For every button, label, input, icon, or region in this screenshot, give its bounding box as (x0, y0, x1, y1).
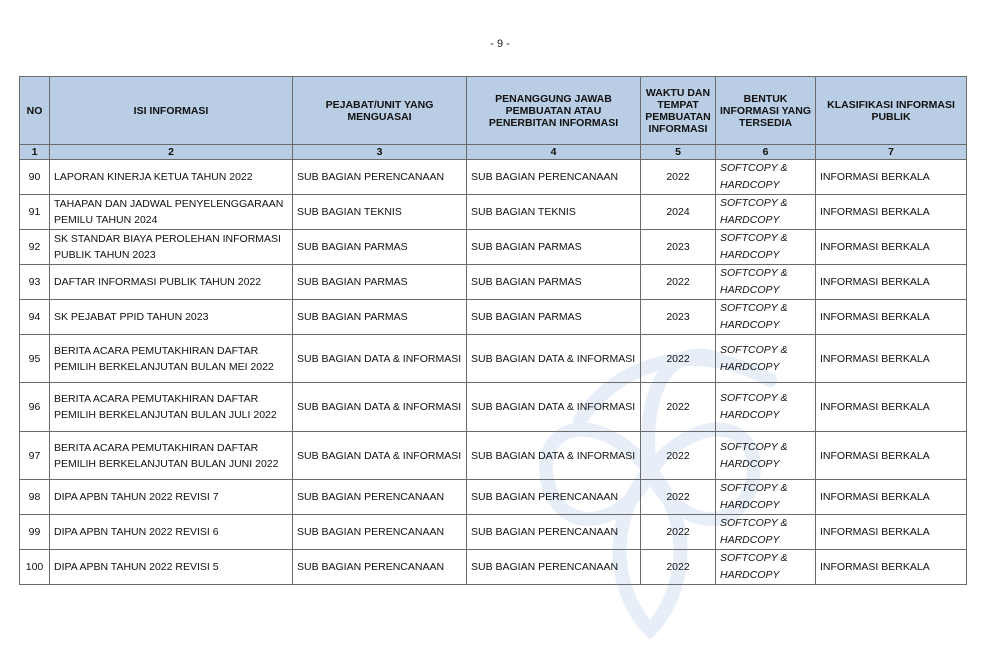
table-row (20, 383, 967, 432)
cell-isi-informasi: DIPA APBN TAHUN 2022 REVISI 7 (50, 480, 293, 515)
cell-bentuk-informasi (716, 265, 816, 300)
cell-klasifikasi: INFORMASI BERKALA (816, 335, 967, 383)
table-row (20, 230, 967, 265)
cell-bentuk-informasi (716, 230, 816, 265)
cell-tahun: 2022 (641, 515, 716, 550)
cell-isi-informasi: BERITA ACARA PEMUTAKHIRAN DAFTAR PEMILIH BERKELANJUTAN BULAN MEI 2022 (50, 335, 293, 383)
cell-pejabat-unit: SUB BAGIAN DATA & INFORMASI (293, 335, 467, 383)
page-number: - 9 - (490, 38, 510, 50)
cell-tahun: 2022 (641, 480, 716, 515)
cell-isi-informasi: LAPORAN KINERJA KETUA TAHUN 2022 (50, 160, 293, 195)
cell-klasifikasi: INFORMASI BERKALA (816, 550, 967, 585)
header-penanggung-jawab: PENANGGUNG JAWAB PEMBUATAN ATAU PENERBITAN INFORMASI (467, 77, 641, 145)
header-row (20, 77, 967, 145)
cell-isi-informasi: DIPA APBN TAHUN 2022 REVISI 5 (50, 550, 293, 585)
cell-tahun: 2022 (641, 265, 716, 300)
column-number-row (20, 145, 967, 160)
cell-klasifikasi: INFORMASI BERKALA (816, 383, 967, 432)
column-number: 4 (467, 145, 641, 160)
form-softcopy: SOFTCOPY & (720, 552, 788, 564)
form-softcopy: SOFTCOPY & (720, 232, 788, 244)
cell-penanggung-jawab: SUB BAGIAN PERENCANAAN (467, 515, 641, 550)
form-hardcopy: HARDCOPY (720, 569, 780, 581)
cell-penanggung-jawab: SUB BAGIAN PERENCANAAN (467, 160, 641, 195)
cell-tahun: 2022 (641, 550, 716, 585)
cell-penanggung-jawab: SUB BAGIAN PERENCANAAN (467, 550, 641, 585)
cell-isi-informasi: BERITA ACARA PEMUTAKHIRAN DAFTAR PEMILIH BERKELANJUTAN BULAN JULI 2022 (50, 383, 293, 432)
cell-isi-informasi: DIPA APBN TAHUN 2022 REVISI 6 (50, 515, 293, 550)
cell-klasifikasi: INFORMASI BERKALA (816, 195, 967, 230)
cell-penanggung-jawab: SUB BAGIAN DATA & INFORMASI (467, 335, 641, 383)
cell-tahun: 2022 (641, 160, 716, 195)
column-number: 1 (20, 145, 50, 160)
cell-pejabat-unit: SUB BAGIAN DATA & INFORMASI (293, 383, 467, 432)
cell-bentuk-informasi (716, 335, 816, 383)
form-hardcopy: HARDCOPY (720, 249, 780, 261)
table-row (20, 515, 967, 550)
cell-pejabat-unit: SUB BAGIAN PERENCANAAN (293, 515, 467, 550)
cell-pejabat-unit: SUB BAGIAN PARMAS (293, 230, 467, 265)
form-softcopy: SOFTCOPY & (720, 302, 788, 314)
form-hardcopy: HARDCOPY (720, 457, 780, 470)
header-pejabat-unit: PEJABAT/UNIT YANG MENGUASAI (293, 77, 467, 145)
header-waktu-tempat: WAKTU DAN TEMPAT PEMBUATAN INFORMASI (641, 77, 716, 145)
cell-bentuk-informasi (716, 432, 816, 480)
cell-penanggung-jawab: SUB BAGIAN PERENCANAAN (467, 480, 641, 515)
header-no: NO (20, 77, 50, 145)
cell-bentuk-informasi (716, 160, 816, 195)
cell-bentuk-informasi (716, 300, 816, 335)
cell-pejabat-unit: SUB BAGIAN PERENCANAAN (293, 480, 467, 515)
cell-klasifikasi: INFORMASI BERKALA (816, 230, 967, 265)
cell-no: 92 (20, 230, 50, 265)
cell-no: 95 (20, 335, 50, 383)
form-softcopy: SOFTCOPY & (720, 517, 788, 529)
cell-no: 94 (20, 300, 50, 335)
cell-no: 93 (20, 265, 50, 300)
form-hardcopy: HARDCOPY (720, 360, 780, 373)
form-softcopy: SOFTCOPY & (720, 197, 788, 209)
cell-tahun: 2023 (641, 300, 716, 335)
cell-bentuk-informasi (716, 480, 816, 515)
cell-isi-informasi: SK PEJABAT PPID TAHUN 2023 (50, 300, 293, 335)
cell-no: 97 (20, 432, 50, 480)
cell-penanggung-jawab: SUB BAGIAN TEKNIS (467, 195, 641, 230)
cell-pejabat-unit: SUB BAGIAN PERENCANAAN (293, 160, 467, 195)
cell-penanggung-jawab: SUB BAGIAN DATA & INFORMASI (467, 432, 641, 480)
cell-klasifikasi: INFORMASI BERKALA (816, 480, 967, 515)
cell-penanggung-jawab: SUB BAGIAN PARMAS (467, 265, 641, 300)
cell-klasifikasi: INFORMASI BERKALA (816, 265, 967, 300)
cell-pejabat-unit: SUB BAGIAN TEKNIS (293, 195, 467, 230)
cell-pejabat-unit: SUB BAGIAN PARMAS (293, 265, 467, 300)
table-row (20, 550, 967, 585)
form-hardcopy: HARDCOPY (720, 534, 780, 546)
cell-klasifikasi: INFORMASI BERKALA (816, 515, 967, 550)
form-hardcopy: HARDCOPY (720, 499, 780, 511)
form-hardcopy: HARDCOPY (720, 179, 780, 191)
cell-tahun: 2024 (641, 195, 716, 230)
form-softcopy: SOFTCOPY & (720, 162, 788, 174)
form-hardcopy: HARDCOPY (720, 319, 780, 331)
cell-pejabat-unit: SUB BAGIAN PARMAS (293, 300, 467, 335)
cell-klasifikasi: INFORMASI BERKALA (816, 432, 967, 480)
cell-no: 99 (20, 515, 50, 550)
cell-bentuk-informasi (716, 550, 816, 585)
header-klasifikasi: KLASIFIKASI INFORMASI PUBLIK (816, 77, 967, 145)
header-bentuk-informasi: BENTUK INFORMASI YANG TERSEDIA (716, 77, 816, 145)
form-hardcopy: HARDCOPY (720, 409, 780, 421)
cell-bentuk-informasi (716, 195, 816, 230)
cell-pejabat-unit: SUB BAGIAN DATA & INFORMASI (293, 432, 467, 480)
form-softcopy: SOFTCOPY & (720, 482, 788, 494)
cell-no: 90 (20, 160, 50, 195)
cell-tahun: 2022 (641, 432, 716, 480)
form-softcopy: SOFTCOPY & (720, 267, 788, 279)
column-number: 7 (816, 145, 967, 160)
column-number: 2 (50, 145, 293, 160)
table-row (20, 300, 967, 335)
cell-tahun: 2022 (641, 335, 716, 383)
table-row (20, 160, 967, 195)
column-number: 5 (641, 145, 716, 160)
cell-isi-informasi: DAFTAR INFORMASI PUBLIK TAHUN 2022 (50, 265, 293, 300)
cell-no: 98 (20, 480, 50, 515)
cell-klasifikasi: INFORMASI BERKALA (816, 160, 967, 195)
cell-penanggung-jawab: SUB BAGIAN PARMAS (467, 300, 641, 335)
cell-tahun: 2022 (641, 383, 716, 432)
cell-no: 96 (20, 383, 50, 432)
column-number: 3 (293, 145, 467, 160)
table-row (20, 432, 967, 480)
cell-penanggung-jawab: SUB BAGIAN PARMAS (467, 230, 641, 265)
cell-pejabat-unit: SUB BAGIAN PERENCANAAN (293, 550, 467, 585)
form-softcopy: SOFTCOPY & (720, 343, 788, 356)
form-hardcopy: HARDCOPY (720, 284, 780, 296)
cell-no: 100 (20, 550, 50, 585)
information-table (19, 76, 967, 585)
cell-isi-informasi: BERITA ACARA PEMUTAKHIRAN DAFTAR PEMILIH BERKELANJUTAN BULAN JUNI 2022 (50, 432, 293, 480)
form-hardcopy: HARDCOPY (720, 214, 780, 226)
table-row (20, 195, 967, 230)
form-softcopy: SOFTCOPY & (720, 392, 788, 404)
cell-tahun: 2023 (641, 230, 716, 265)
cell-bentuk-informasi (716, 383, 816, 432)
cell-penanggung-jawab: SUB BAGIAN DATA & INFORMASI (467, 383, 641, 432)
cell-isi-informasi: TAHAPAN DAN JADWAL PENYELENGGARAAN PEMILU TAHUN 2024 (50, 195, 293, 230)
cell-no: 91 (20, 195, 50, 230)
form-softcopy: SOFTCOPY & (720, 440, 788, 453)
column-number: 6 (716, 145, 816, 160)
header-isi-informasi: ISI INFORMASI (50, 77, 293, 145)
cell-isi-informasi: SK STANDAR BIAYA PEROLEHAN INFORMASI PUBLIK TAHUN 2023 (50, 230, 293, 265)
cell-bentuk-informasi (716, 515, 816, 550)
table-row (20, 335, 967, 383)
cell-klasifikasi: INFORMASI BERKALA (816, 300, 967, 335)
table-row (20, 480, 967, 515)
table-row (20, 265, 967, 300)
